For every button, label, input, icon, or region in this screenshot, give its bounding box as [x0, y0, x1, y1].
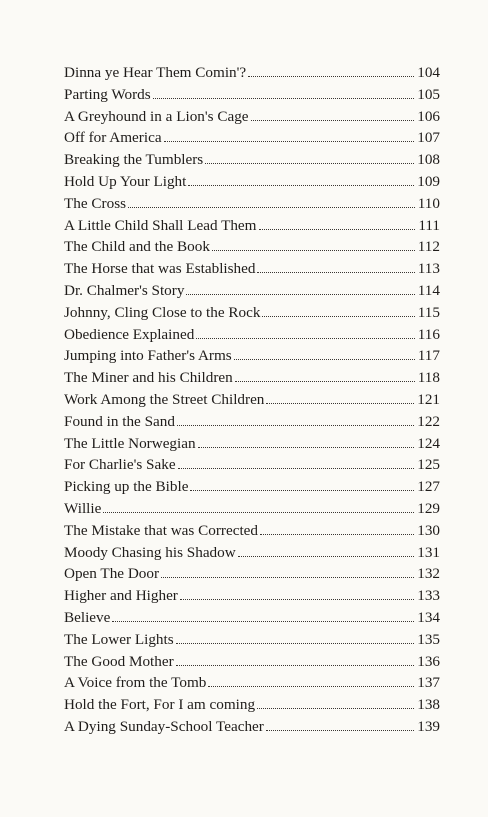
toc-entry-title: The Horse that was Established — [64, 260, 256, 278]
dot-leader — [186, 294, 414, 295]
toc-entry-title: Jumping into Father's Arms — [64, 347, 232, 365]
toc-entry — [64, 304, 440, 326]
toc-entry-page-number: 134 — [417, 608, 440, 626]
dot-leader — [161, 577, 414, 578]
toc-entry-page-number: 139 — [417, 717, 440, 735]
dot-leader — [260, 534, 414, 535]
toc-entry-title: A Greyhound in a Lion's Cage — [64, 107, 249, 125]
toc-entry — [64, 108, 440, 130]
toc-entry-page-number: 109 — [417, 172, 440, 190]
dot-leader — [164, 141, 415, 142]
dot-leader — [188, 185, 414, 186]
toc-entry — [64, 391, 440, 413]
toc-entry-page-number: 121 — [417, 390, 440, 408]
toc-entry-page-number: 122 — [417, 412, 440, 430]
dot-leader — [212, 250, 415, 251]
toc-entry-title: Moody Chasing his Shadow — [64, 543, 236, 561]
dot-leader — [112, 621, 414, 622]
toc-entry-page-number: 118 — [417, 369, 440, 387]
dot-leader — [257, 708, 414, 709]
toc-entry-page-number: 107 — [417, 129, 440, 147]
toc-entry — [64, 86, 440, 108]
toc-entry-title: The Mistake that was Corrected — [64, 521, 258, 539]
toc-entry — [64, 217, 440, 239]
toc-entry-title: Higher and Higher — [64, 587, 178, 605]
toc-entry-title: Found in the Sand — [64, 412, 175, 430]
toc-entry — [64, 456, 440, 478]
toc-entry-title: Open The Door — [64, 565, 160, 583]
toc-entry-title: Breaking the Tumblers — [64, 151, 204, 169]
dot-leader — [266, 730, 414, 731]
toc-entry-title: A Little Child Shall Lead Them — [64, 216, 257, 234]
toc-entry — [64, 522, 440, 544]
dot-leader — [238, 556, 415, 557]
toc-entry-page-number: 114 — [417, 281, 440, 299]
toc-entry-title: Off for America — [64, 129, 162, 147]
toc-entry — [64, 653, 440, 675]
toc-entry-page-number: 117 — [417, 347, 440, 365]
toc-entry-title: The Child and the Book — [64, 238, 210, 256]
toc-entry — [64, 129, 440, 151]
toc-entry-page-number: 104 — [417, 64, 440, 81]
toc-entry-title: Work Among the Street Children — [64, 390, 265, 408]
dot-leader — [248, 76, 414, 77]
toc-entry — [64, 64, 440, 86]
toc-entry-page-number: 129 — [417, 499, 440, 517]
toc-entry-page-number: 106 — [417, 107, 440, 125]
toc-entry — [64, 674, 440, 696]
table-of-contents — [64, 64, 440, 740]
toc-entry-page-number: 112 — [417, 238, 440, 256]
toc-entry-title: Picking up the Bible — [64, 478, 189, 496]
dot-leader — [178, 468, 415, 469]
toc-entry-title: Parting Words — [64, 85, 151, 103]
dot-leader — [205, 163, 414, 164]
toc-entry-page-number: 115 — [417, 303, 440, 321]
toc-entry-title: A Voice from the Tomb — [64, 674, 207, 692]
dot-leader — [190, 490, 414, 491]
toc-entry-page-number: 131 — [417, 543, 440, 561]
toc-entry — [64, 173, 440, 195]
toc-entry-title: The Cross — [64, 194, 127, 212]
dot-leader — [128, 207, 415, 208]
toc-entry-page-number: 133 — [417, 587, 440, 605]
toc-entry-page-number: 113 — [417, 260, 440, 278]
toc-entry — [64, 544, 440, 566]
toc-entry-title: Hold the Fort, For I am coming — [64, 696, 256, 714]
toc-entry-page-number: 138 — [417, 696, 440, 714]
toc-entry — [64, 718, 440, 740]
toc-entry-page-number: 136 — [417, 652, 440, 670]
toc-entry-page-number: 125 — [417, 456, 440, 474]
toc-entry-page-number: 132 — [417, 565, 440, 583]
toc-entry-title: A Dying Sunday-School Teacher — [64, 717, 264, 735]
dot-leader — [198, 447, 415, 448]
dot-leader — [266, 403, 414, 404]
toc-entry — [64, 631, 440, 653]
toc-entry-title: Dr. Chalmer's Story — [64, 281, 185, 299]
toc-entry-title: Johnny, Cling Close to the Rock — [64, 303, 261, 321]
dot-leader — [259, 229, 416, 230]
toc-entry — [64, 609, 440, 631]
dot-leader — [176, 643, 415, 644]
toc-entry — [64, 478, 440, 500]
toc-entry — [64, 413, 440, 435]
toc-entry-page-number: 105 — [417, 85, 440, 103]
toc-entry-page-number: 127 — [417, 478, 440, 496]
toc-entry-page-number: 137 — [417, 674, 440, 692]
toc-entry — [64, 260, 440, 282]
toc-entry — [64, 565, 440, 587]
toc-entry — [64, 587, 440, 609]
toc-entry-title: The Lower Lights — [64, 630, 174, 648]
dot-leader — [235, 381, 415, 382]
toc-entry-title: Believe — [64, 608, 111, 626]
toc-entry — [64, 151, 440, 173]
toc-entry — [64, 500, 440, 522]
toc-entry-title: Hold Up Your Light — [64, 172, 187, 190]
dot-leader — [153, 98, 415, 99]
toc-entry — [64, 195, 440, 217]
toc-entry — [64, 238, 440, 260]
dot-leader — [208, 686, 414, 687]
toc-entry — [64, 282, 440, 304]
toc-entry — [64, 696, 440, 718]
dot-leader — [103, 512, 414, 513]
dot-leader — [177, 425, 414, 426]
toc-entry-page-number: 116 — [417, 325, 440, 343]
dot-leader — [257, 272, 414, 273]
toc-entry-page-number: 111 — [418, 216, 440, 234]
toc-entry-title: The Little Norwegian — [64, 434, 196, 452]
dot-leader — [234, 359, 415, 360]
toc-entry — [64, 435, 440, 457]
dot-leader — [251, 120, 415, 121]
toc-entry-page-number: 108 — [417, 151, 440, 169]
toc-entry-page-number: 110 — [417, 194, 440, 212]
toc-entry-title: Obedience Explained — [64, 325, 195, 343]
toc-entry — [64, 347, 440, 369]
toc-entry-page-number: 135 — [417, 630, 440, 648]
dot-leader — [176, 665, 415, 666]
toc-entry-title: Dinna ye Hear Them Comin'? — [64, 64, 247, 81]
toc-entry-title: The Miner and his Children — [64, 369, 233, 387]
toc-entry — [64, 326, 440, 348]
dot-leader — [196, 338, 414, 339]
dot-leader — [180, 599, 414, 600]
toc-entry-title: For Charlie's Sake — [64, 456, 176, 474]
toc-entry-page-number: 130 — [417, 521, 440, 539]
toc-entry-page-number: 124 — [417, 434, 440, 452]
toc-entry-title: The Good Mother — [64, 652, 174, 670]
toc-entry — [64, 369, 440, 391]
dot-leader — [262, 316, 414, 317]
toc-entry-title: Willie — [64, 499, 102, 517]
